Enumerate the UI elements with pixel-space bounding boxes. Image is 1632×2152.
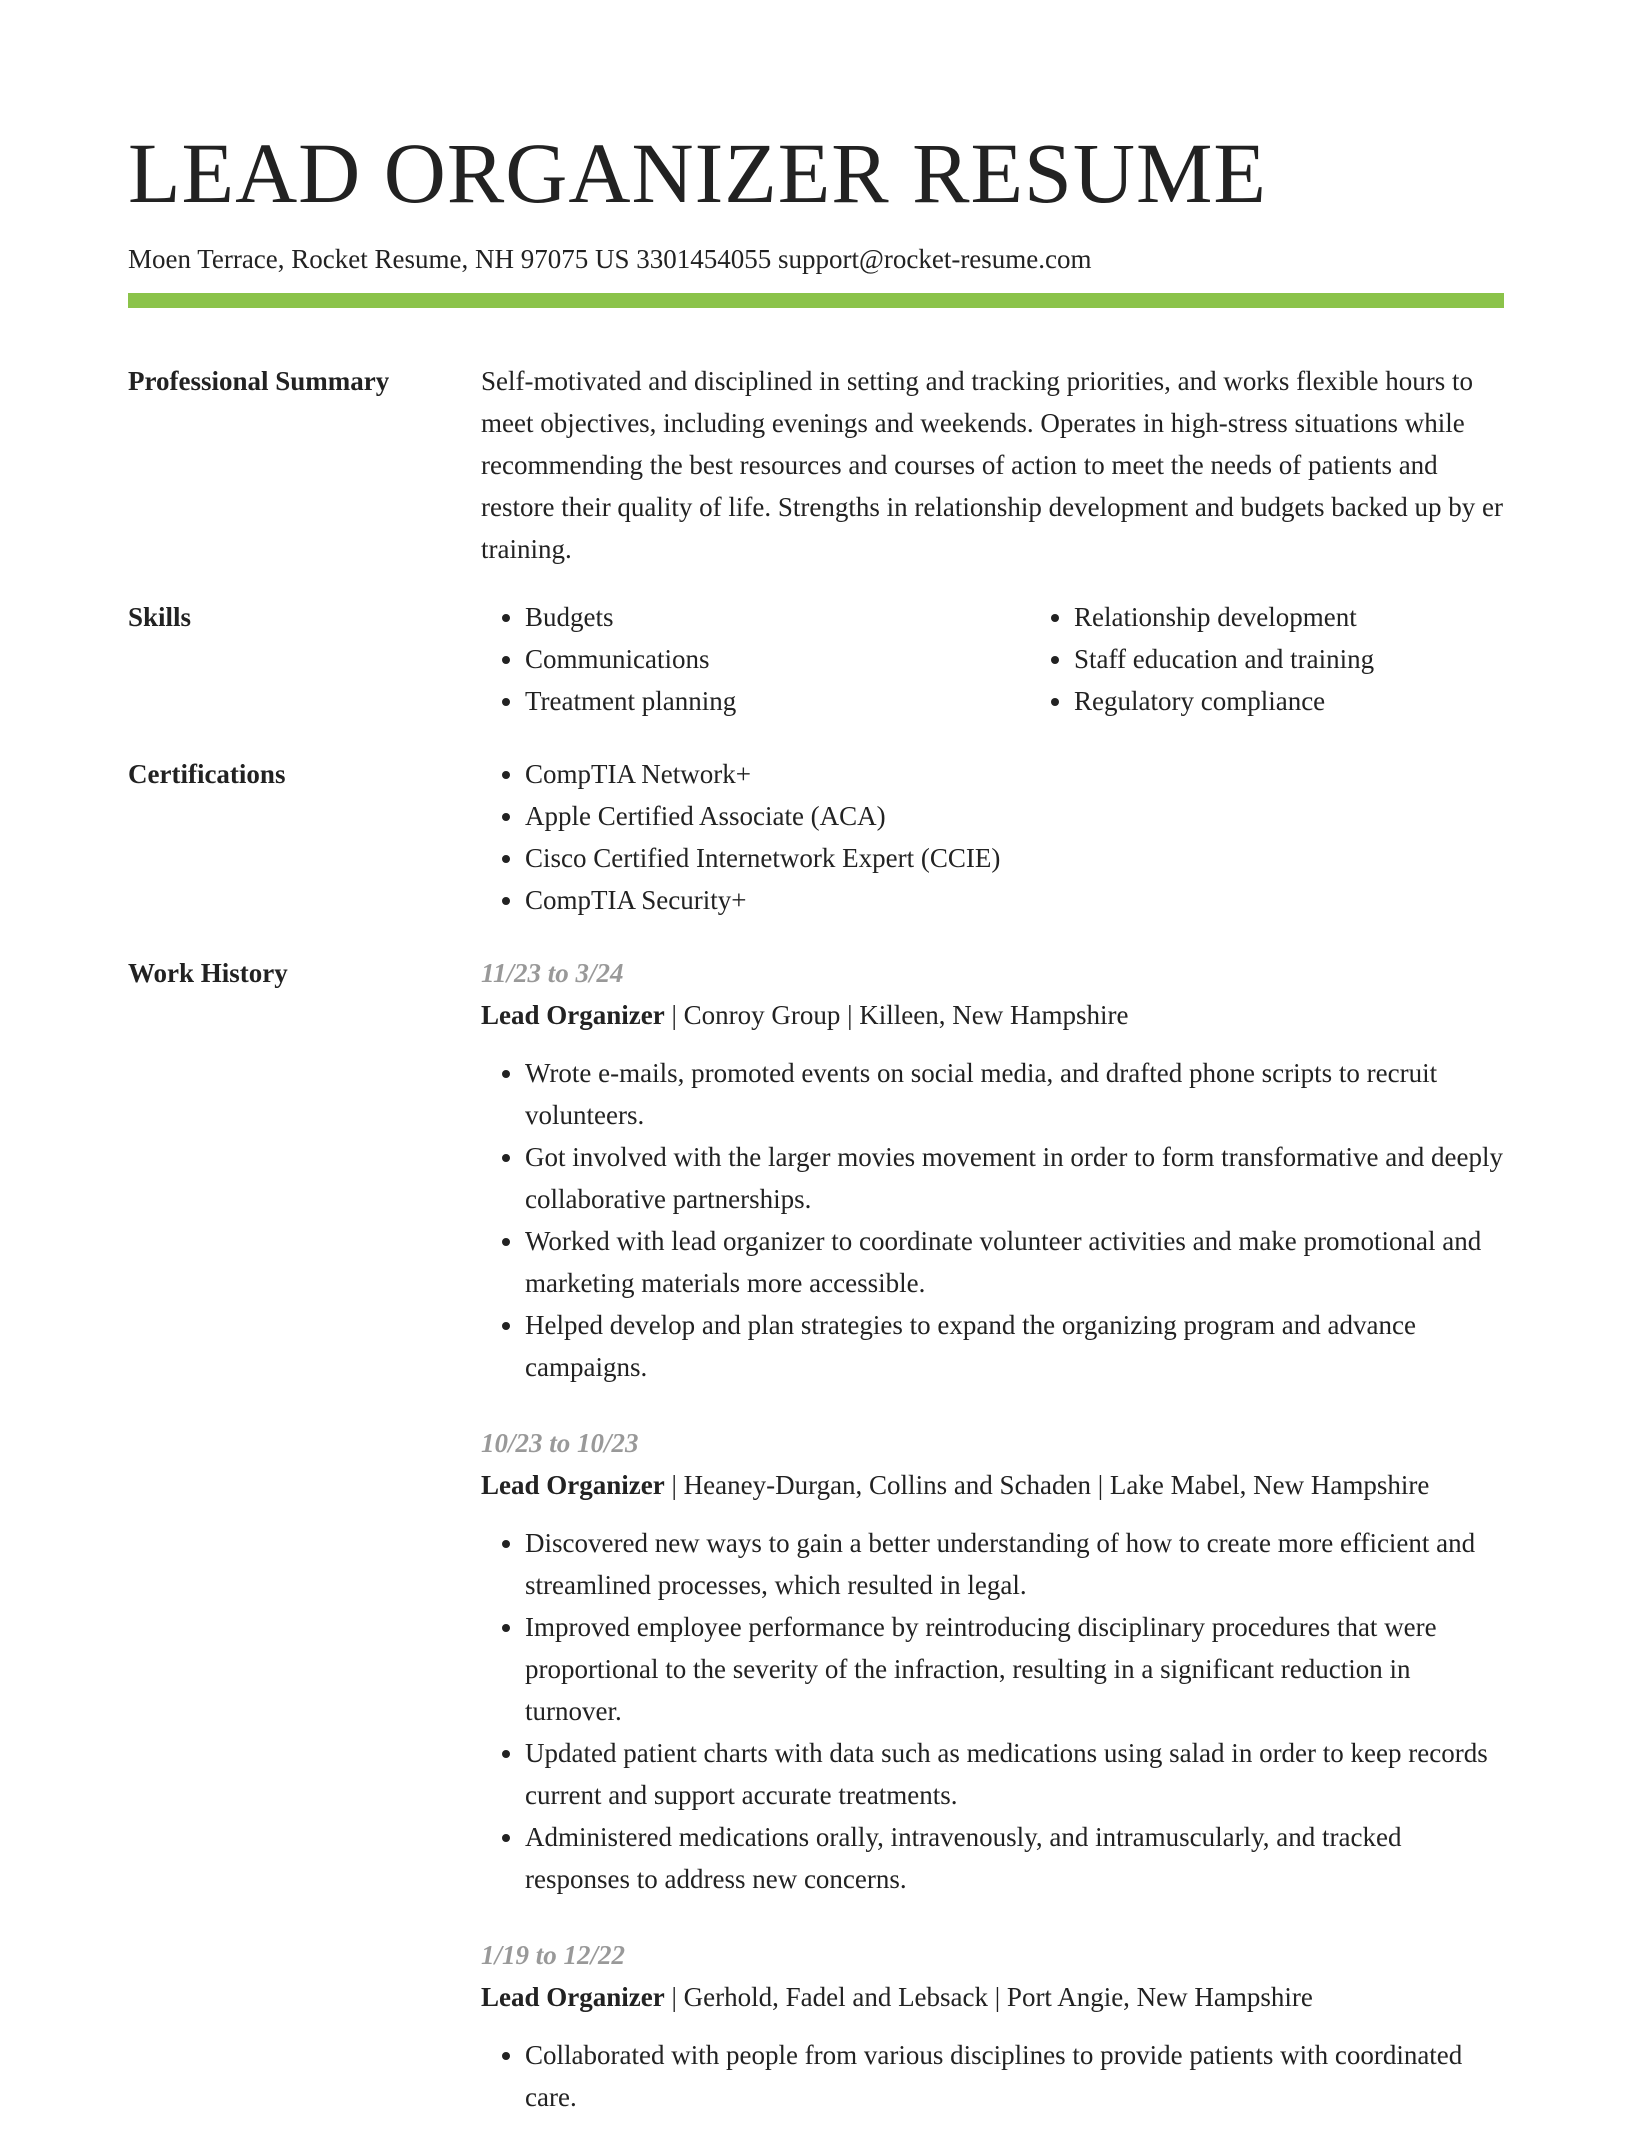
skill-item: • Treatment planning (525, 680, 1030, 722)
contact-info: Moen Terrace, Rocket Resume, NH 97075 US 3301454055 support@rocket-resume.com (128, 244, 1092, 274)
skill-item: • Relationship development (1074, 596, 1579, 638)
skills-list-col2 (1030, 596, 1579, 722)
job-details: | Heaney-Durgan, Collins and Schaden | Lake Mabel, New Hampshire (664, 1470, 1430, 1501)
certification-item: • Cisco Certified Internetwork Expert (CCIE) (525, 837, 1504, 879)
skills-section (128, 596, 1504, 722)
job-dates: 11/23 to 3/24 (481, 958, 624, 989)
summary-text: Self-motivated and disciplined in setting and tracking priorities, and works flexible hours to meet objectives, including evenings and weekends. Operates in high-stress situations while recommending the best resources and courses of action to meet the needs of patients and restore their quality of life. Strengths in relationship development and budgets backed up by er training. (481, 366, 1503, 565)
certifications-list (481, 753, 1504, 921)
job-bullet: • Updated patient charts with data such as medications using salad in order to keep records current and support accurate treatments. (525, 1732, 1504, 1816)
job-details: | Conroy Group | Killeen, New Hampshire (664, 1000, 1129, 1031)
professional-summary-section (128, 360, 1504, 570)
job-bullet: • Helped develop and plan strategies to expand the organizing program and advance campaigns. (525, 1304, 1504, 1388)
job-bullet: • Discovered new ways to gain a better understanding of how to create more efficient and streamlined processes, which resulted in legal. (525, 1522, 1504, 1606)
work-history-content (481, 952, 1504, 2152)
skills-list-col1 (481, 596, 1030, 722)
certifications-section (128, 753, 1504, 921)
job-bullet: • Wrote e-mails, promoted events on social media, and drafted phone scripts to recruit volunteers. (525, 1052, 1504, 1136)
job-role: Lead Organizer (481, 1982, 665, 2013)
certification-item: • CompTIA Network+ (525, 753, 1504, 795)
job-bullets (481, 1052, 1504, 1388)
skill-item: • Budgets (525, 596, 1030, 638)
section-label-summary: Professional Summary (128, 366, 390, 397)
section-label-certifications: Certifications (128, 759, 286, 790)
resume-title: LEAD ORGANIZER RESUME (128, 125, 1267, 221)
skill-item: • Communications (525, 638, 1030, 680)
skill-item: • Staff education and training (1074, 638, 1579, 680)
accent-divider (128, 293, 1504, 308)
job-details: | Gerhold, Fadel and Lebsack | Port Angie, New Hampshire (664, 1982, 1313, 2013)
job-title-line (481, 1976, 1504, 2018)
job-bullet: • Got involved with the larger movies movement in order to form transformative and deeply collaborative partnerships. (525, 1136, 1504, 1220)
skills-columns (481, 596, 1579, 722)
job-entry (481, 952, 1504, 1388)
job-entry (481, 1422, 1504, 1900)
certification-item: • CompTIA Security+ (525, 879, 1504, 921)
job-entry (481, 1934, 1504, 2118)
job-bullets (481, 2034, 1504, 2118)
job-bullets (481, 1522, 1504, 1900)
certification-item: • Apple Certified Associate (ACA) (525, 795, 1504, 837)
job-dates: 10/23 to 10/23 (481, 1428, 639, 1459)
section-label-skills: Skills (128, 602, 192, 633)
skill-item: • Regulatory compliance (1074, 680, 1579, 722)
job-title-line (481, 994, 1504, 1036)
section-label-work-history: Work History (128, 958, 288, 989)
job-bullet: • Improved employee performance by reintroducing disciplinary procedures that were proportional to the severity of the infraction, resulting in a significant reduction in turnover. (525, 1606, 1504, 1732)
job-title-line (481, 1464, 1504, 1506)
work-history-section (128, 952, 1504, 2152)
job-bullet: • Collaborated with people from various disciplines to provide patients with coordinated care. (525, 2034, 1504, 2118)
job-bullet: • Worked with lead organizer to coordinate volunteer activities and make promotional and marketing materials more accessible. (525, 1220, 1504, 1304)
job-role: Lead Organizer (481, 1000, 665, 1031)
job-bullet: • Administered medications orally, intravenously, and intramuscularly, and tracked responses to address new concerns. (525, 1816, 1504, 1900)
certifications-content (481, 753, 1504, 921)
job-dates: 1/19 to 12/22 (481, 1940, 626, 1971)
job-role: Lead Organizer (481, 1470, 665, 1501)
